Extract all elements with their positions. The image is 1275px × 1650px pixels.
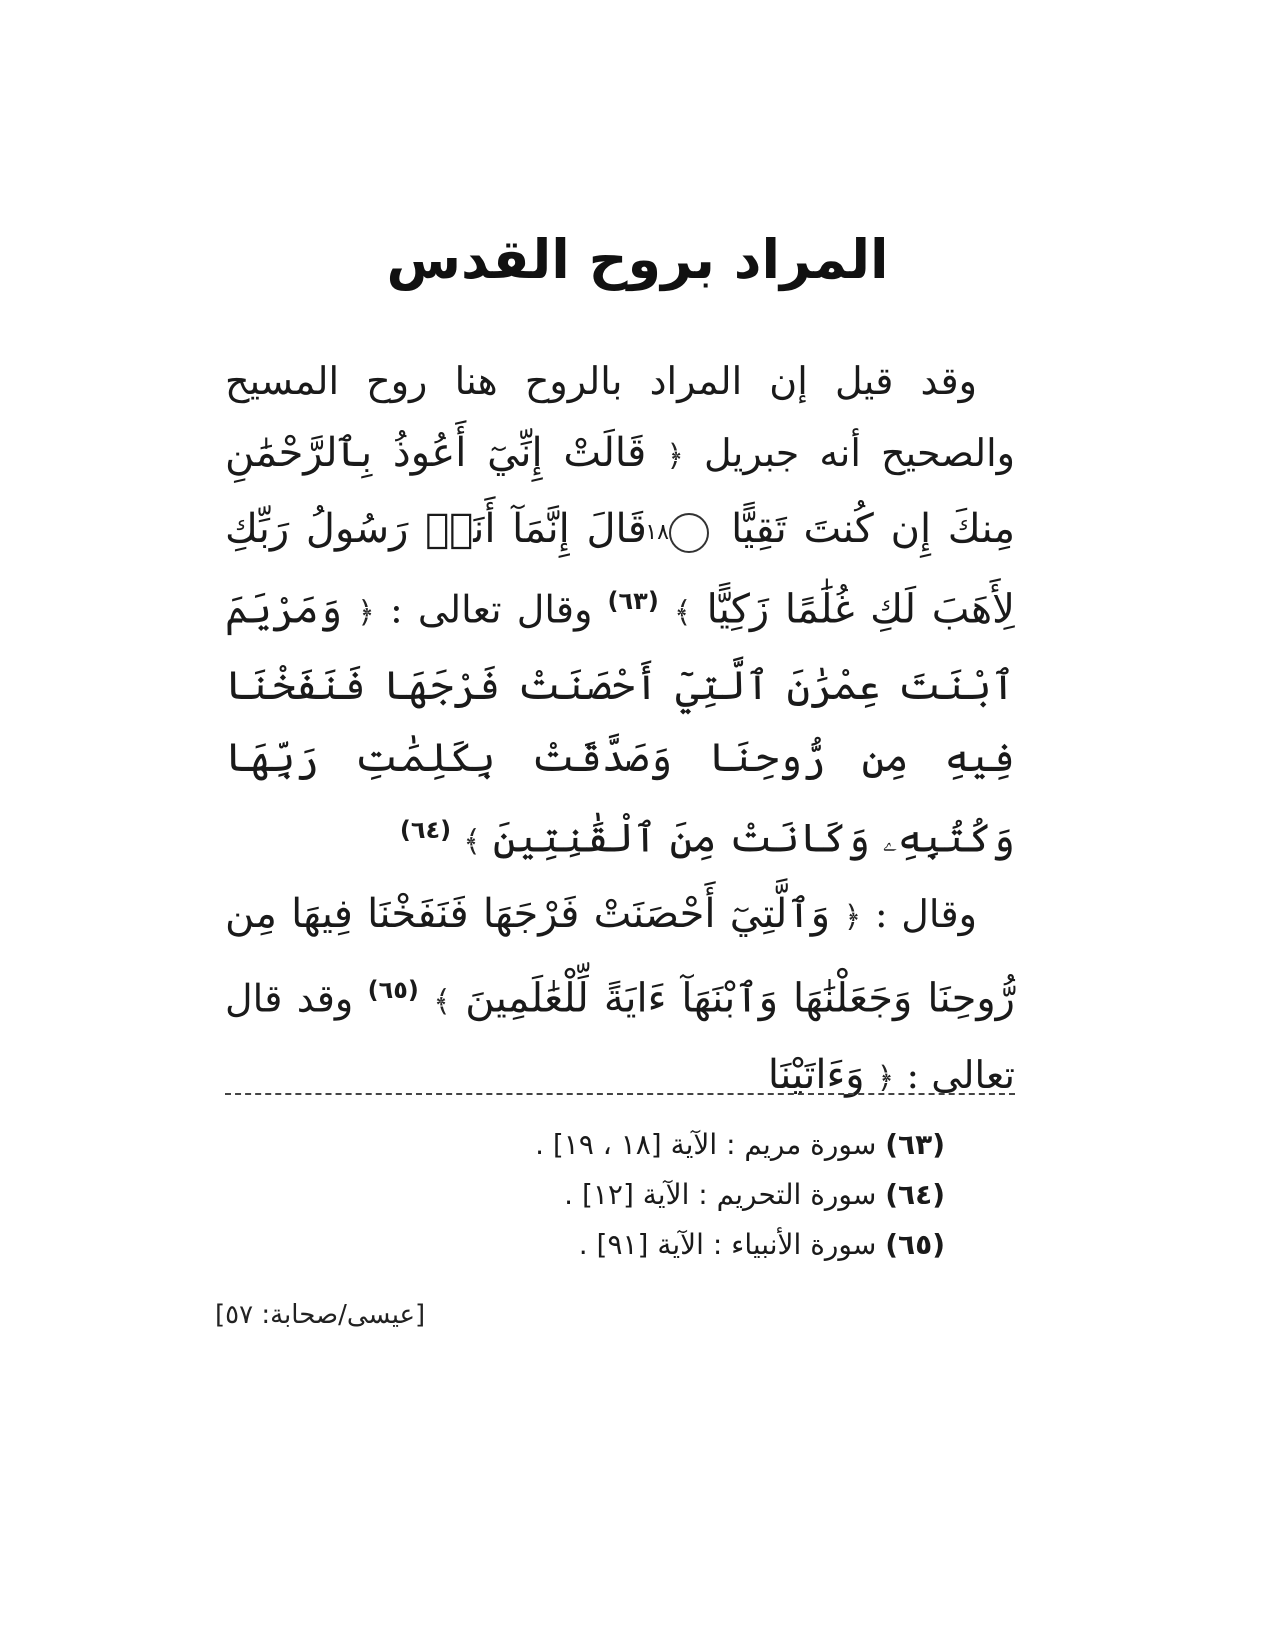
footnote-ref-63: (٦٣) <box>607 587 659 615</box>
quran-close-bracket: ﴾ <box>673 595 692 631</box>
page-reference: [عيسى/صحابة: ٥٧] <box>215 1300 426 1330</box>
ayah-number-mark: ١٨ <box>669 513 709 553</box>
body-text <box>225 345 1015 1115</box>
quran-verse-tahrim-12: وَمَرْيَمَ ٱبْنَتَ عِمْرَٰنَ ٱلَّتِيٓ أَحْصَنَتْ فَرْجَهَا فَنَفَخْنَا فِيهِ مِن رُّوحِنَا وَصَدَّقَتْ بِكَلِمَٰتِ رَبِّهَا وَكُتُبِهِۦ وَكَانَتْ مِنَ ٱلْقَٰنِتِينَ <box>225 586 1015 862</box>
footnote-64 <box>225 1170 945 1220</box>
paragraph-1-intro: وقد قيل إن المراد بالروح هنا روح المسيح والصحيح أنه جبريل <box>225 359 1015 475</box>
footnote-text: سورة الأنبياء : الآية [٩١] . <box>578 1228 877 1261</box>
quran-open-bracket-3: ﴿ <box>843 900 862 936</box>
footnotes <box>225 1120 945 1270</box>
connector-text-2: وقد قال تعالى : <box>225 976 1015 1097</box>
quran-verse-anbiya-91: وَٱلَّتِيٓ أَحْصَنَتْ فَرْجَهَا فَنَفَخْنَا فِيهَا مِن رُّوحِنَا وَجَعَلْنَٰهَا وَٱبْنَهَآ ءَايَةً لِّلْعَٰلَمِينَ <box>225 891 1015 1022</box>
quran-open-bracket: ﴿ <box>666 439 684 474</box>
paragraph-2-intro: وقال : <box>874 892 977 937</box>
footnote-ref-64: (٦٤) <box>399 815 452 844</box>
connector-text: وقال تعالى : <box>389 587 593 632</box>
quran-open-bracket-2: ﴿ <box>357 595 375 631</box>
footnote-number: (٦٤) <box>885 1178 945 1211</box>
footnote-63 <box>225 1120 945 1170</box>
footnote-number: (٦٣) <box>885 1128 945 1161</box>
paragraph-2 <box>225 878 1015 1115</box>
footnote-number: (٦٥) <box>885 1228 945 1261</box>
quran-verse-maryam-18: قَالَتْ إِنِّيٓ أَعُوذُ بِٱلرَّحْمَٰنِ مِنكَ إِن كُنتَ تَقِيًّا <box>225 430 1015 552</box>
quran-close-bracket-2: ﴾ <box>463 824 481 860</box>
paragraph-1 <box>225 345 1015 878</box>
footnote-text: سورة مريم : الآية [١٨ ، ١٩] . <box>535 1128 877 1161</box>
footnote-ref-65: (٦٥) <box>367 976 419 1005</box>
footnote-65 <box>225 1220 945 1270</box>
footnote-separator <box>225 1093 1015 1095</box>
quran-close-bracket-3: ﴾ <box>433 984 451 1020</box>
page-title: المراد بروح القدس <box>386 228 889 291</box>
quran-verse-continuation: وَءَاتَيْنَا <box>767 1051 865 1098</box>
footnote-text: سورة التحريم : الآية [١٢] . <box>564 1178 877 1211</box>
quran-verse-maryam-19: قَالَ إِنَّمَآ أَنَا۠ رَسُولُ رَبِّكِ لِأَهَبَ لَكِ غُلَٰمًا زَكِيًّا <box>225 506 1015 633</box>
quran-open-bracket-4: ﴿ <box>876 1060 895 1096</box>
